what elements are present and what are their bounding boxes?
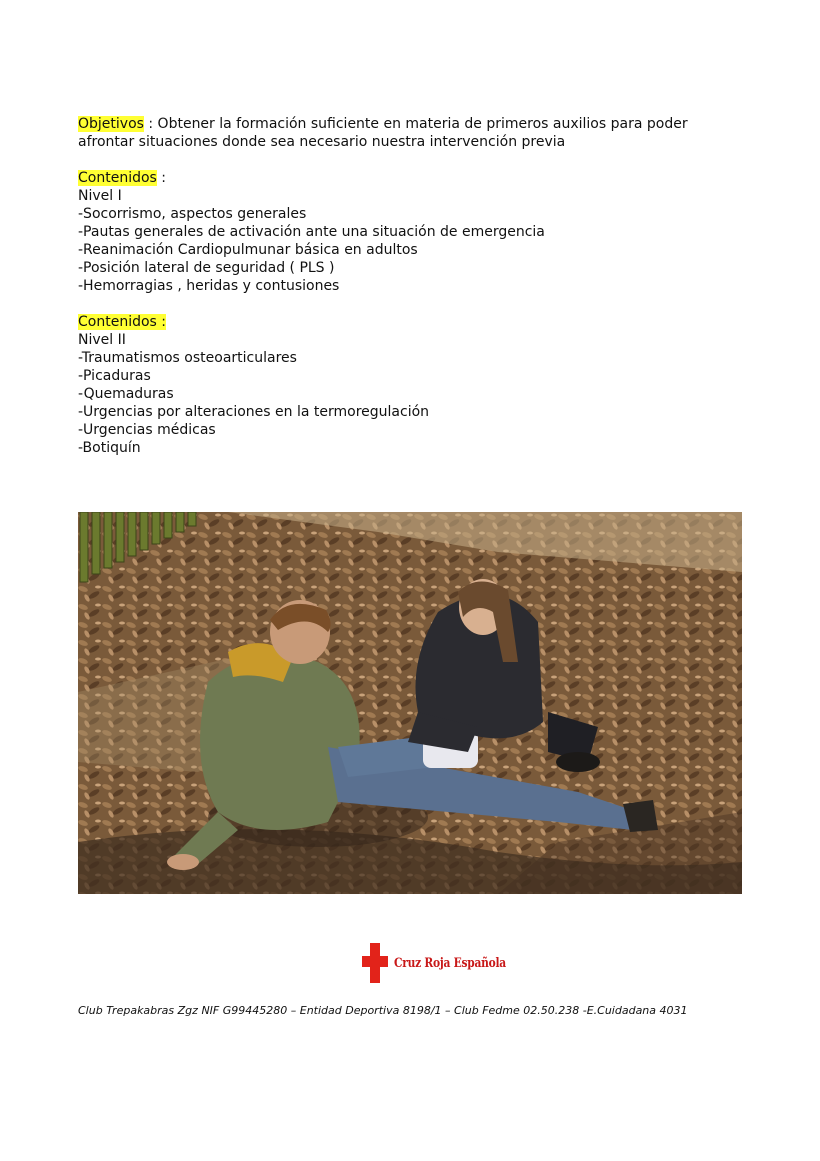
list-item: -Quemaduras	[78, 386, 174, 402]
list-item: -Urgencias por alteraciones en la termoregulación	[78, 404, 430, 420]
list-item: -Hemorragias , heridas y contusiones	[78, 278, 340, 294]
level-2-section	[78, 313, 748, 457]
first-aid-photo	[78, 512, 742, 894]
objectives-text: : Obtener la formación suficiente en materia de primeros auxilios para poder afrontar situaciones donde sea necesario nuestra intervención previa	[78, 116, 688, 150]
list-item: -Pautas generales de activación ante una situación de emergencia	[78, 224, 545, 240]
list-item: -Reanimación Cardiopulmunar básica en adultos	[78, 242, 418, 258]
list-item: -Botiquín	[78, 440, 141, 456]
objectives-paragraph	[78, 115, 748, 151]
contents-label-1-suffix: :	[156, 170, 166, 186]
contents-label-2: Contenidos :	[78, 314, 166, 330]
list-item: -Picaduras	[78, 368, 151, 384]
red-cross-logo	[362, 943, 531, 983]
red-cross-logo-text: Cruz Roja Española	[394, 955, 506, 971]
list-item: -Posición lateral de seguridad ( PLS )	[78, 260, 335, 276]
list-item: -Socorrismo, aspectos generales	[78, 206, 307, 222]
level-1-title: Nivel I	[78, 188, 122, 204]
list-item: -Urgencias médicas	[78, 422, 216, 438]
list-item: -Traumatismos osteoarticulares	[78, 350, 297, 366]
contents-label-1: Contenidos	[78, 170, 157, 186]
level-1-section	[78, 169, 748, 295]
level-2-title: Nivel II	[78, 332, 126, 348]
document-body	[78, 115, 748, 457]
objectives-label: Objetivos	[78, 116, 144, 132]
footer-text: Club Trepakabras Zgz NIF G99445280 – Entidad Deportiva 8198/1 – Club Fedme 02.50.238 -E.Cuidadana 4031	[78, 1004, 688, 1017]
red-cross-icon	[362, 943, 388, 983]
